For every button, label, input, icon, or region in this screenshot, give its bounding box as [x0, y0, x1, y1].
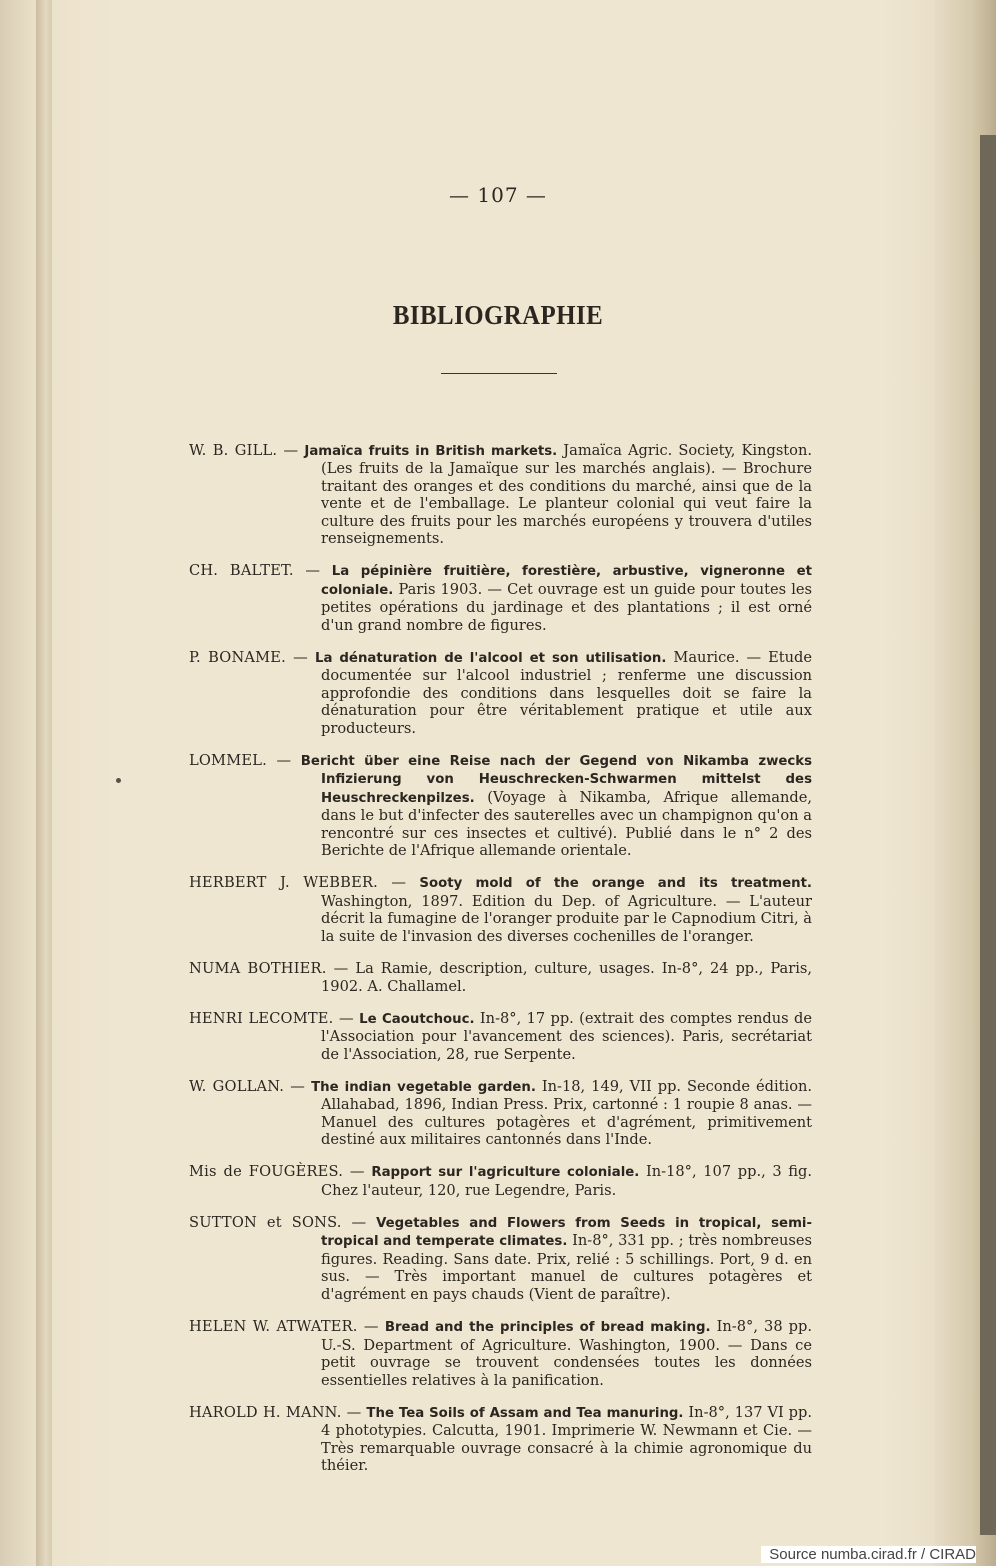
entry-work: Le Caoutchouc.: [359, 1011, 475, 1027]
entry-author: SUTTON et SONS. —: [189, 1213, 367, 1231]
entry-work: La pépinière fruitière, forestière, arbustive, vigneronne et coloniale.: [321, 564, 812, 598]
entry-text: In-8°, 38 pp. U.-S. Department of Agriculture. Washington, 1900. — Dans ce petit ouvrage se trouvent condensées toutes les données essentielles relatives à la panification.: [321, 1318, 813, 1389]
entry-text: In-8°, 137 VI pp. 4 phototypies. Calcutta, 1901. Imprimerie W. Newmann et Cie. — Très remarquable ouvrage consacré à la chimie agronomique du théier.: [321, 1403, 813, 1475]
page-edge: [935, 0, 996, 1566]
entry-work: Jamaïca fruits in British markets.: [304, 443, 558, 459]
entry-author: CH. BALTET. —: [189, 562, 321, 580]
bibliography-entry: [189, 442, 812, 548]
bibliography-list: [189, 427, 812, 1482]
entry-author: P. BONAME. —: [189, 648, 308, 666]
entry-text: In-18°, 107 pp., 3 fig. Chez l'auteur, 120, rue Legendre, Paris.: [321, 1163, 813, 1199]
entry-work: Vegetables and Flowers from Seeds in tropical, semi-tropical and temperate climates.: [321, 1215, 812, 1250]
entry-author: HELEN W. ATWATER. —: [189, 1318, 379, 1336]
bibliography-entry: [189, 1010, 812, 1064]
entry-text: In-8°, 331 pp. ; très nombreuses figures. Reading. Sans date. Prix, relié : 5 schillings. Port, 9 d. en sus. — Très important manuel de cultures potagères et d'agrément en pays chauds (Vient de paraître).: [321, 1232, 812, 1303]
entry-work: La dénaturation de l'alcool et son utilisation.: [314, 650, 667, 666]
entry-text: Washington, 1897. Edition du Dep. of Agriculture. — L'auteur décrit la fumagine de l'oranger produite par le Capnodium Citri, à la suite de l'invasion des diverses cochenilles de l'oranger.: [321, 892, 812, 945]
entry-work: Bericht über eine Reise nach der Gegend von Nikamba zwecks Infizierung von Heuschrecken-Schwarmen mittelst des Heuschreckenpilzes.: [300, 753, 813, 806]
source-credit: Source numba.cirad.fr / CIRAD: [761, 1546, 976, 1563]
bibliography-entry: [189, 1163, 812, 1199]
entry-work: Bread and the principles of bread making.: [384, 1320, 711, 1336]
bibliography-entry: [189, 1078, 812, 1149]
bibliography-entry: [189, 960, 812, 995]
entry-author: Mis de FOUGÈRES. —: [189, 1163, 365, 1181]
title-divider: [441, 373, 557, 374]
entry-author: HAROLD H. MANN. —: [189, 1403, 362, 1421]
bibliography-entry: [189, 1404, 812, 1475]
binding-tab: [980, 135, 996, 1535]
entry-author: LOMMEL. —: [189, 751, 292, 769]
entry-author: HENRI LECOMTE. —: [189, 1009, 354, 1027]
bibliography-entry: [189, 562, 812, 634]
entry-author: W. GOLLAN. —: [189, 1077, 306, 1095]
entry-work: The indian vegetable garden.: [311, 1079, 536, 1095]
entry-work: Sooty mold of the orange and its treatment.: [419, 876, 812, 892]
bibliography-entry: [189, 752, 812, 860]
entry-text: Maurice. — Etude documentée sur l'alcool industriel ; renferme une discussion approfondie des conditions dans lesquelles doit se faire la dénaturation pour être véritablement pratique et utile aux producteurs.: [321, 648, 813, 737]
book-spine: [36, 0, 52, 1566]
ink-spot: [116, 778, 121, 783]
bibliography-entry: [189, 1318, 812, 1389]
bibliography-entry: [189, 874, 812, 945]
entry-work: The Tea Soils of Assam and Tea manuring.: [366, 1405, 684, 1421]
page-title: BIBLIOGRAPHIE: [392, 300, 604, 330]
bibliography-entry: [189, 649, 812, 738]
bibliography-entry: [189, 1214, 812, 1304]
entry-text: Jamaïca Agric. Society, Kingston. (Les fruits de la Jamaïque sur les marchés anglais). — Brochure traitant des oranges et des conditions du marché, ainsi que de la vente et de l'emballage. Le planteur colonial qui veut faire la culture des fruits pour les marchés européens y trouvera d'utiles renseignements.: [321, 441, 812, 548]
entry-author: HERBERT J. WEBBER. —: [189, 874, 407, 892]
page-number: — 107 —: [449, 183, 547, 207]
entry-work: Rapport sur l'agriculture coloniale.: [371, 1165, 640, 1181]
entry-author: W. B. GILL. —: [189, 441, 299, 459]
entry-text: La Ramie, description, culture, usages. In-8°, 24 pp., Paris, 1902. A. Challamel.: [321, 960, 812, 995]
entry-text: (Voyage à Nikamba, Afrique allemande, dans le but d'infecter des sauterelles avec un champignon qu'on a rencontré sur ces insectes et cultivé). Publié dans le n° 2 des Berichte de l'Afrique allemande orientale.: [321, 788, 813, 860]
entry-text: Paris 1903. — Cet ouvrage est un guide pour toutes les petites opérations du jardinage et des plantations ; il est orné d'un grand nombre de figures.: [321, 580, 812, 634]
entry-author: NUMA BOTHIER. —: [189, 960, 349, 978]
entry-text: In-18, 149, VII pp. Seconde édition. Allahabad, 1896, Indian Press. Prix, cartonné : 1 roupie 8 anas. — Manuel des cultures potagères et d'agrément, primitivement destiné aux militaires cantonnés dans l'Inde.: [321, 1077, 813, 1149]
entry-text: In-8°, 17 pp. (extrait des comptes rendus de l'Association pour l'avancement des sciences). Paris, secrétariat de l'Association, 28, rue Serpente.: [321, 1009, 812, 1063]
